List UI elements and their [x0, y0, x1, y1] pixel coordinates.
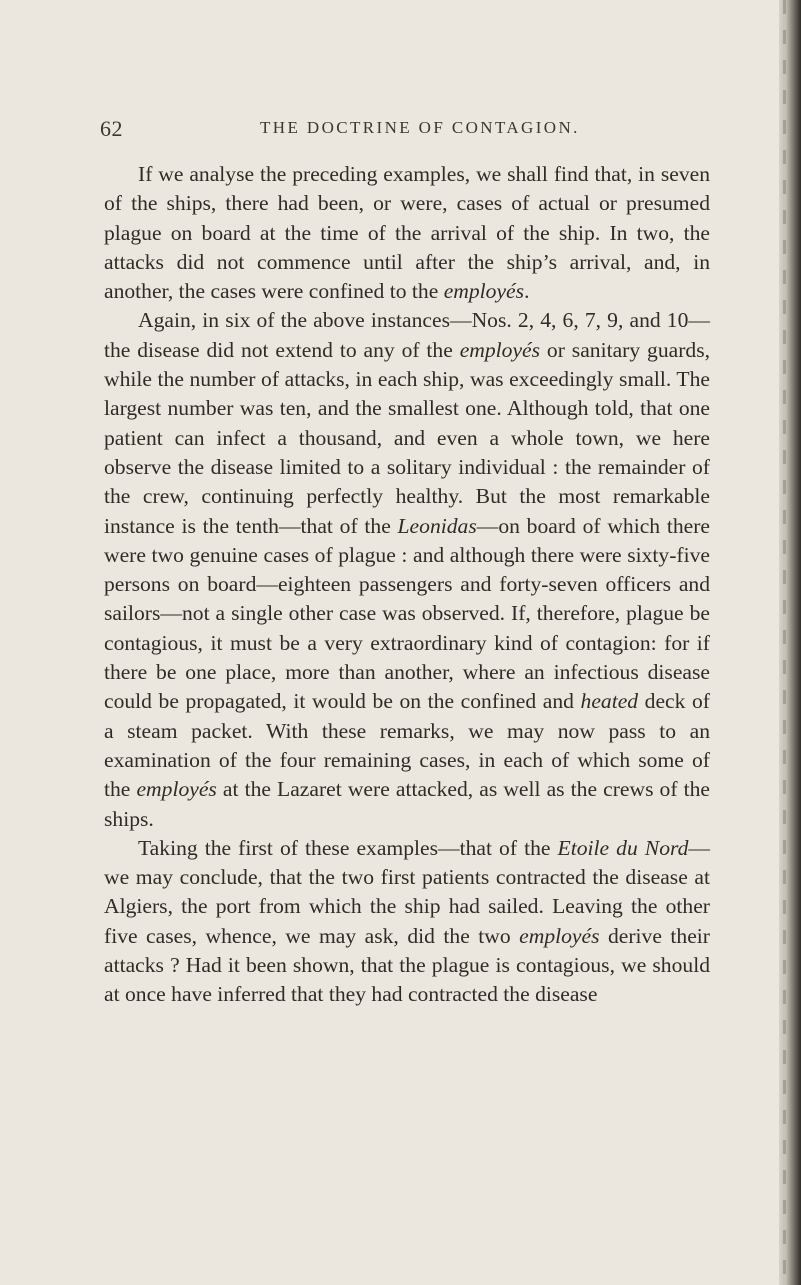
paragraph-3	[104, 834, 710, 1010]
text-run: —we may conclude, that the two first patients contracted the disease at Algiers, the port from which the ship had sailed. Leaving the other five cases, whence, we may ask, did the two	[104, 835, 710, 948]
body-text	[104, 160, 710, 1010]
paragraph-2	[104, 306, 710, 833]
text-run: .	[524, 279, 530, 304]
text-run: Taking the first of these examples—that of the	[138, 835, 558, 860]
italic-text: employés	[443, 279, 525, 304]
italic-text: Leonidas	[397, 513, 477, 538]
italic-text: employés	[459, 337, 541, 362]
paragraph-1	[104, 160, 710, 306]
text-run: deck of a steam packet. With these remarks, we may now pass to an examination of the four remaining cases, in each of which some of the	[104, 689, 710, 802]
text-run: Again, in six of the above instances—Nos. 2, 4, 6, 7, 9, and 10—the disease did not extend to any of the	[104, 308, 710, 362]
text-run: or sanitary guards, while the number of attacks, in each ship, was exceedingly small. The largest number was ten, and the smallest one. Although told, that one patient can infect a thousand, and even a whole town, we here observe the disease limited to a solitary individual : the remainder of the crew, continuing perfectly healthy. But the most remarkable instance is the tenth—that of the	[104, 337, 710, 538]
italic-text: employés	[519, 923, 600, 948]
running-head	[100, 116, 740, 146]
italic-text: Etoile du Nord	[557, 835, 689, 860]
book-spine-edge	[779, 0, 801, 1285]
italic-text: heated	[580, 689, 639, 714]
running-title: THE DOCTRINE OF CONTAGION.	[260, 118, 580, 137]
text-run: If we analyse the preceding examples, we shall find that, in seven of the ships, there had been, or were, cases of actual or presumed plague on board at the time of the arrival of the ship. In two, the attacks did not commence until after the ship’s arrival, and, in another, the cases were confined to the	[104, 162, 710, 304]
italic-text: employés	[136, 777, 217, 802]
text-run: —on board of which there were two genuine cases of plague : and although there were sixty-five persons on board—eighteen passengers and forty-seven officers and sailors—not a single other case was observed. If, therefore, plague be contagious, it must be a very extraordinary kind of contagion: for if there be one place, more than another, where an infectious disease could be propagated, it would be on the confined and	[104, 513, 710, 714]
text-run: at the Lazaret were attacked, as well as the crews of the ships.	[104, 777, 710, 831]
page-number: 62	[100, 116, 123, 141]
text-run: derive their attacks ? Had it been shown, that the plague is contagious, we should at once have inferred that they had contracted the disease	[104, 923, 710, 1007]
